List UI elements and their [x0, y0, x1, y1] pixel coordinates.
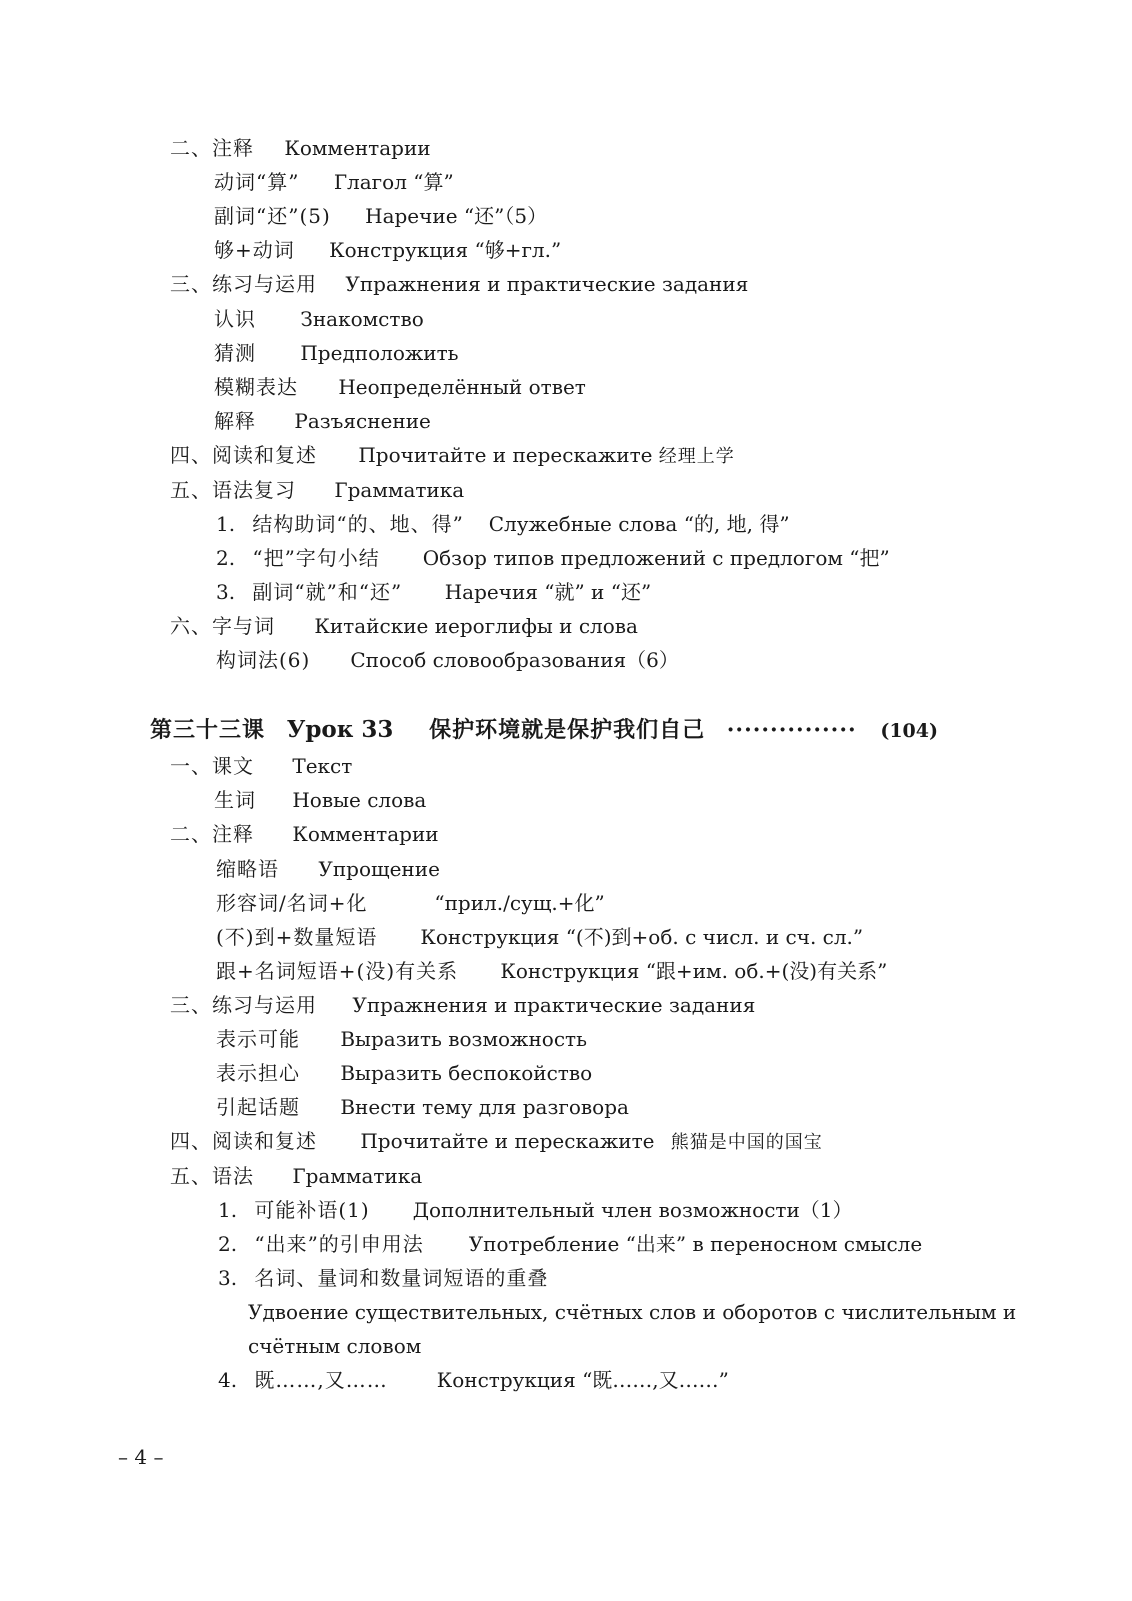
list-item: 表示担心 Выразить беспокойство: [216, 1061, 593, 1085]
list-item: 1. 可能补语(1) Дополнительный член возможности（1）: [218, 1198, 853, 1222]
section-notes: 二、注释 Комментарии: [170, 136, 431, 160]
list-item: 动词“算” Глагол “算”: [214, 170, 454, 194]
page-number: – 4 –: [118, 1445, 164, 1469]
list-item: 认识 Знакомство: [214, 307, 424, 331]
list-item: 3. 副词“就”和“还” Наречия “就” и “还”: [216, 580, 652, 604]
list-item: 4. 既……,又…… Конструкция “既……,又……”: [218, 1368, 729, 1392]
list-item: 猜测 Предположить: [214, 341, 459, 365]
lesson-heading: 第三十三课 Урок 33 保护环境就是保护我们自己 ··············· (104): [150, 716, 938, 743]
list-item: 形容词/名词+化 “прил./сущ.+化”: [216, 891, 605, 915]
section-grammar: 五、语法 Грамматика: [170, 1164, 423, 1188]
list-item: 缩略语 Упрощение: [216, 857, 440, 881]
list-item: 3. 名词、量词和数量词短语的重叠: [218, 1266, 549, 1290]
section-exercises: 三、练习与运用 Упражнения и практические задания: [170, 993, 756, 1017]
section-notes: 二、注释 Комментарии: [170, 822, 439, 846]
section-exercises: 三、练习与运用 Упражнения и практические задания: [170, 272, 749, 296]
list-item: 模糊表达 Неопределённый ответ: [214, 375, 586, 399]
section-grammar: 五、语法复习 Грамматика: [170, 478, 465, 502]
list-item-continuation: счётным словом: [248, 1334, 422, 1358]
list-item: 副词“还”(5) Наречие “还”（5）: [214, 204, 548, 228]
list-item: 2. “把”字句小结 Обзор типов предложений с предлогом “把”: [216, 546, 890, 570]
list-item: 引起话题 Внести тему для разговора: [216, 1095, 629, 1119]
section-text: 一、课文 Текст: [170, 754, 353, 778]
list-item: 跟+名词短语+(没)有关系 Конструкция “跟+им. об.+(没)有关系”: [216, 959, 888, 983]
list-item: 生词 Новые слова: [214, 788, 427, 812]
list-item: 表示可能 Выразить возможность: [216, 1027, 587, 1051]
list-item: 解释 Разъяснение: [214, 409, 431, 433]
list-item: 够+动词 Конструкция “够+гл.”: [214, 238, 562, 262]
list-item: 2. “出来”的引申用法 Употребление “出来” в переносном смысле: [218, 1232, 923, 1256]
list-item-continuation: Удвоение существительных, счётных слов и оборотов с числительным и: [248, 1300, 1017, 1324]
list-item: 1. 结构助词“的、地、得” Служебные слова “的, 地, 得”: [216, 512, 790, 536]
list-item: 构词法(6) Способ словообразования（6）: [216, 648, 679, 672]
section-reading: 四、阅读和复述 Прочитайте и перескажите 熊猫是中国的国宝: [170, 1129, 823, 1153]
section-chars: 六、字与词 Китайские иероглифы и слова: [170, 614, 638, 638]
section-reading: 四、阅读和复述 Прочитайте и перескажите 经理上学: [170, 443, 735, 467]
list-item: (不)到+数量短语 Конструкция “(不)到+об. с числ. и сч. сл.”: [216, 925, 864, 949]
